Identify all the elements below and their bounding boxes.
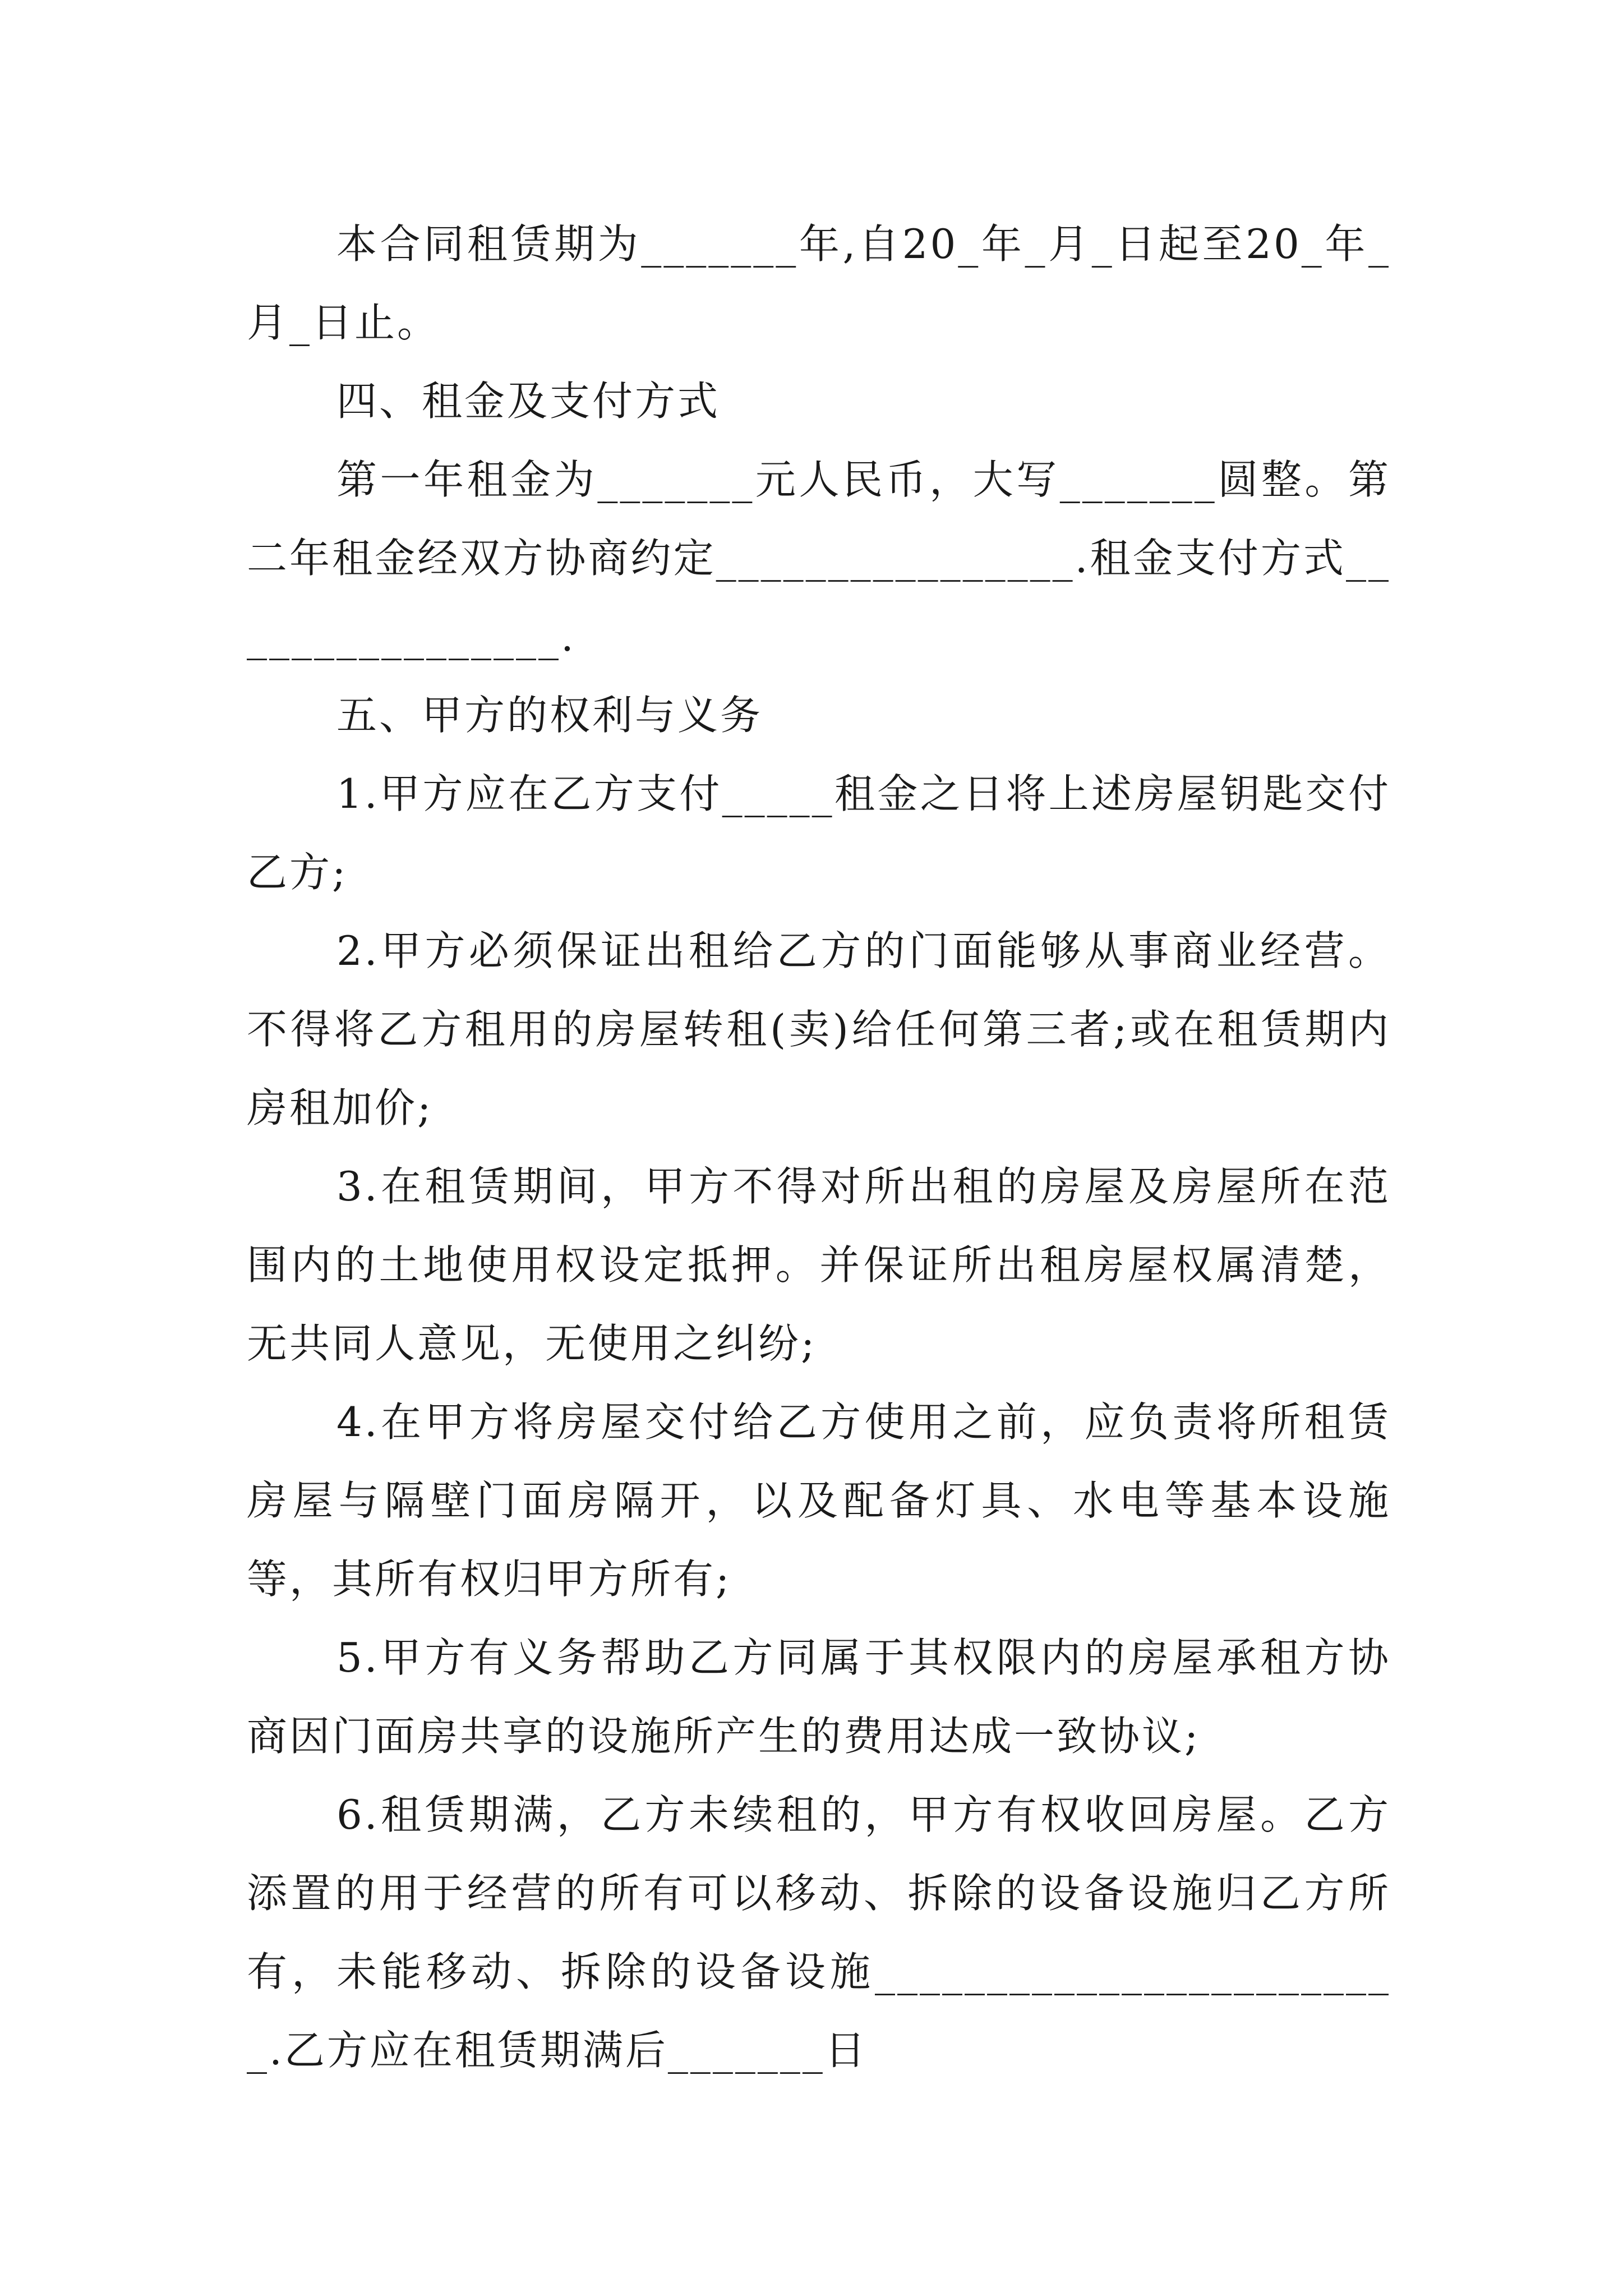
- clause-5-paragraph: 5.甲方有义务帮助乙方同属于其权限内的房屋承租方协商因门面房共享的设施所产生的费用达成一致协议;: [247, 1634, 1391, 1760]
- clause-1-paragraph: 1.甲方应在乙方支付_____租金之日将上述房屋钥匙交付乙方;: [247, 770, 1391, 896]
- clause-6-paragraph: 6.租赁期满，乙方未续租的，甲方有权收回房屋。乙方添置的用于经营的所有可以移动、拆除的设备设施归乙方所有，未能移动、拆除的设备设施________________________.乙方应在租赁期满后_______日: [247, 1791, 1391, 2074]
- clause-2-paragraph: 2.甲方必须保证出租给乙方的门面能够从事商业经营。不得将乙方租用的房屋转租(卖)给任何第三者;或在租赁期内房租加价;: [247, 927, 1391, 1131]
- section-four-heading: 四、租金及支付方式: [336, 378, 721, 425]
- rent-amount-paragraph: 第一年租金为_______元人民币，大写_______圆整。第二年租金经双方协商约定________________.租金支付方式________________.: [247, 456, 1391, 660]
- section-five-heading: 五、甲方的权利与义务: [336, 692, 763, 739]
- clause-4-paragraph: 4.在甲方将房屋交付给乙方使用之前，应负责将所租赁房屋与隔壁门面房隔开，以及配备灯具、水电等基本设施等，其所有权归甲方所有;: [247, 1398, 1391, 1603]
- clause-3-paragraph: 3.在租赁期间，甲方不得对所出租的房屋及房屋所在范围内的土地使用权设定抵押。并保证所出租房屋权属清楚，无共同人意见，无使用之纠纷;: [247, 1163, 1391, 1367]
- lease-term-paragraph: 本合同租赁期为_______年,自20_年_月_日起至20_年_月_日止。: [247, 220, 1391, 346]
- document-body: [247, 205, 1391, 2090]
